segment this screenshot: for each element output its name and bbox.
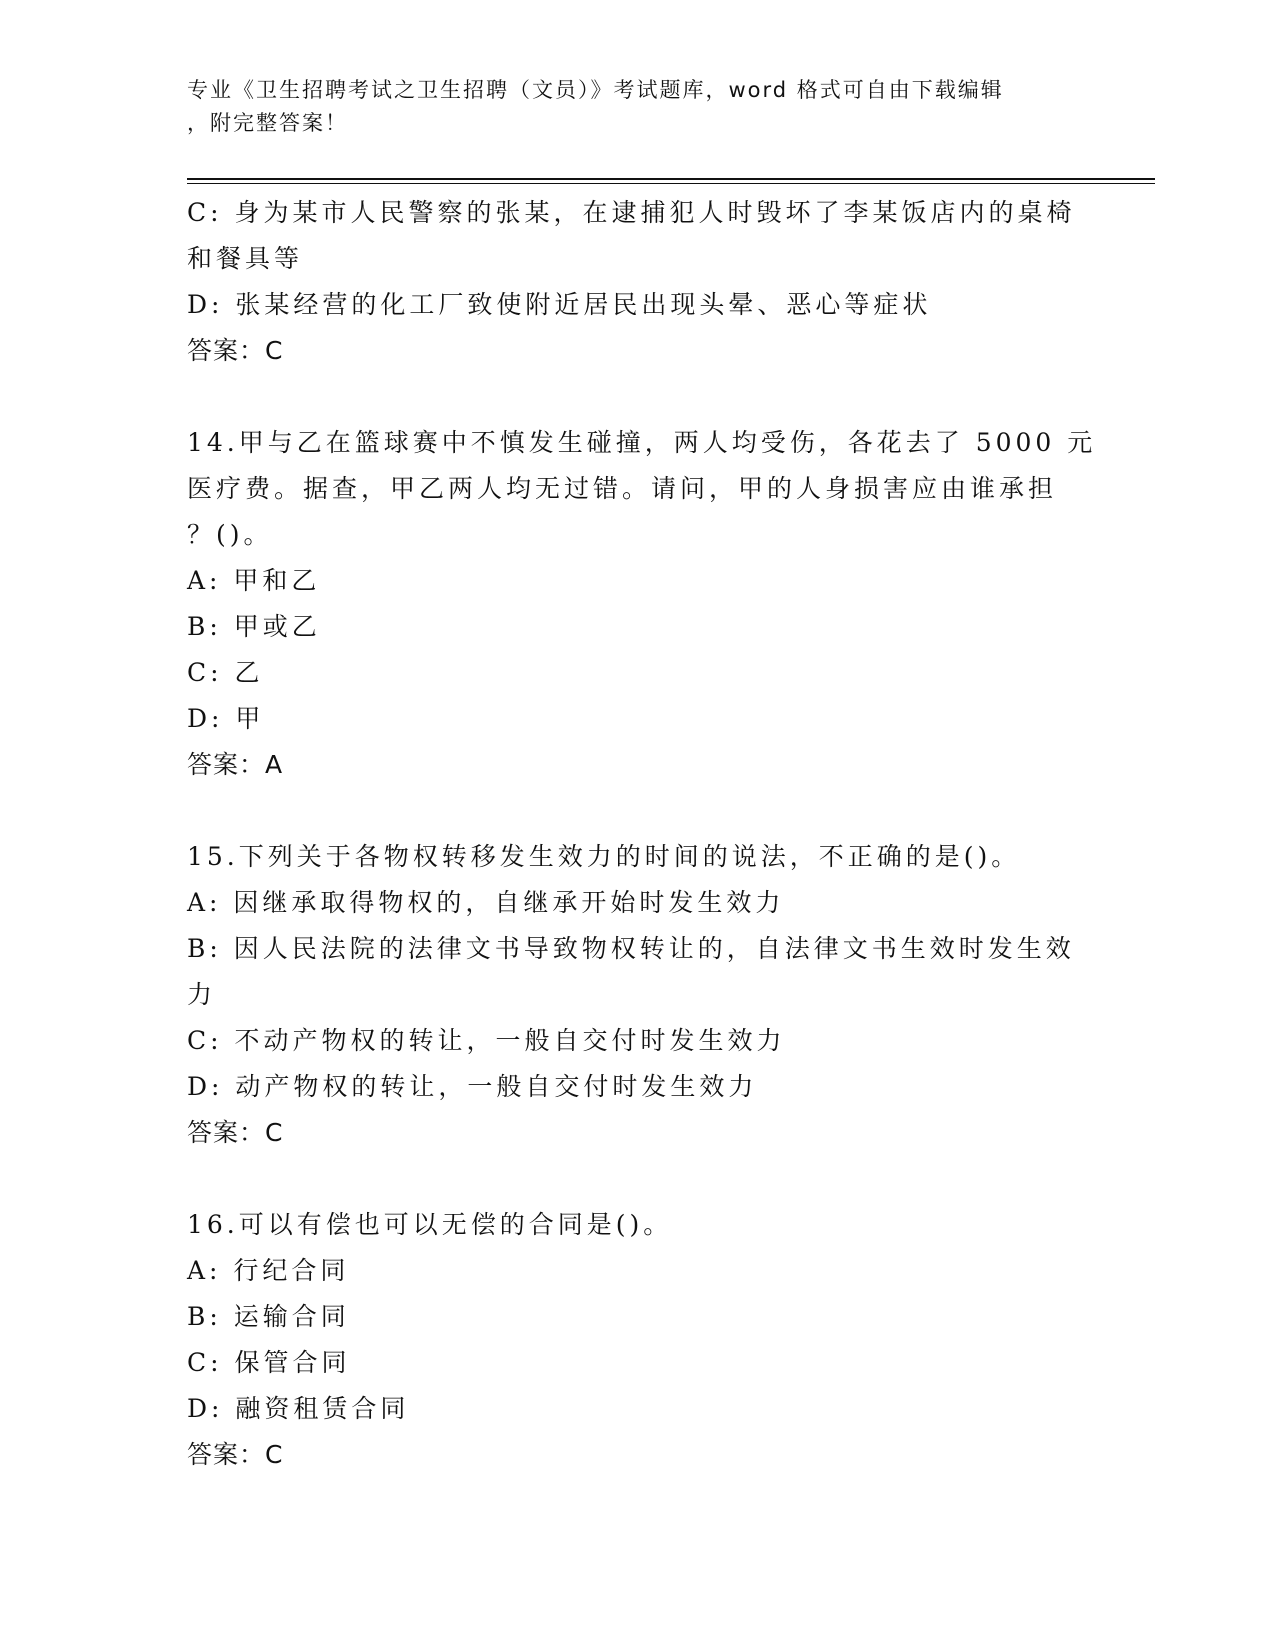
question-15	[187, 834, 1087, 1156]
option-d: D: 甲	[187, 704, 265, 733]
option-a: A: 甲和乙	[187, 566, 321, 595]
header-divider-thin	[187, 183, 1155, 184]
option-c-continued: 和餐具等	[187, 244, 304, 273]
option-b: B: 甲或乙	[187, 612, 321, 641]
option-b: B: 因人民法院的法律文书导致物权转让的，自法律文书生效时发生效	[187, 934, 1075, 963]
option-c: C: 身为某市人民警察的张某，在逮捕犯人时毁坏了李某饭店内的桌椅	[187, 198, 1076, 227]
answer: 答案：A	[187, 750, 284, 779]
option-a: A: 因继承取得物权的，自继承开始时发生效力	[187, 888, 785, 917]
option-a: A: 行纪合同	[187, 1256, 350, 1285]
option-c: C: 保管合同	[187, 1348, 351, 1377]
option-b-continued: 力	[187, 980, 217, 1009]
question-14	[187, 420, 1097, 788]
answer: 答案：C	[187, 1118, 284, 1147]
question-stem: 15.下列关于各物权转移发生效力的时间的说法，不正确的是()。	[187, 842, 1021, 871]
option-d: D: 动产物权的转让，一般自交付时发生效力	[187, 1072, 758, 1101]
header-line-1: 专业《卫生招聘考试之卫生招聘（文员）》考试题库，word 格式可自由下载编辑	[187, 78, 1004, 102]
question-stem-continued: 医疗费。据查，甲乙两人均无过错。请问，甲的人身损害应由谁承担	[187, 474, 1058, 503]
spacer	[187, 788, 1087, 834]
option-d: D: 张某经营的化工厂致使附近居民出现头晕、恶心等症状	[187, 290, 932, 319]
header-line-2: ，附完整答案！	[187, 111, 348, 135]
question-16	[187, 1202, 1087, 1478]
option-c: C: 乙	[187, 658, 264, 687]
document-header	[187, 74, 1067, 140]
header-divider-thick	[187, 178, 1155, 180]
spacer	[187, 374, 1087, 420]
question-stem: 16.可以有偿也可以无偿的合同是()。	[187, 1210, 673, 1239]
option-d: D: 融资租赁合同	[187, 1394, 410, 1423]
option-c: C: 不动产物权的转让，一般自交付时发生效力	[187, 1026, 786, 1055]
question-13-tail	[187, 190, 1087, 374]
option-b: B: 运输合同	[187, 1302, 350, 1331]
answer: 答案：C	[187, 1440, 284, 1469]
question-stem: 14.甲与乙在篮球赛中不慎发生碰撞，两人均受伤，各花去了 5000 元	[187, 428, 1097, 457]
spacer	[187, 1156, 1087, 1202]
answer: 答案：C	[187, 336, 284, 365]
question-list	[187, 190, 1097, 1478]
question-stem-continued: ？()。	[187, 520, 273, 549]
